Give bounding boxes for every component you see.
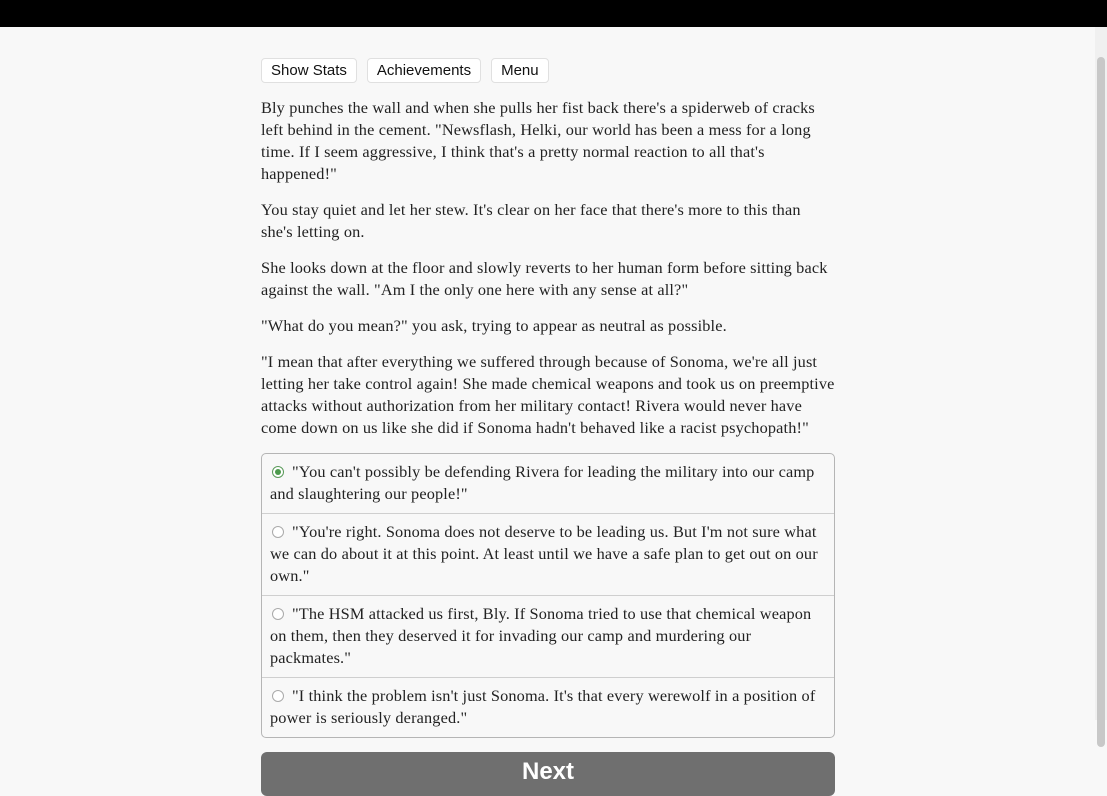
story-paragraph: "I mean that after everything we suffered through because of Sonoma, we're all just letting her take control again! She made chemical weapons and took us on preemptive attacks without authorization from her military contact! Rivera would never have come down on us like she did if Sonoma hadn't behaved like a racist psychopath!" — [261, 352, 835, 437]
game-content — [261, 58, 835, 796]
scrollbar-thumb[interactable] — [1097, 57, 1105, 747]
choice-list — [261, 453, 835, 738]
story-paragraph: She looks down at the floor and slowly reverts to her human form before sitting back against the wall. "Am I the only one here with any sense at all?" — [261, 258, 828, 299]
choice-label: "You can't possibly be defending Rivera for leading the military into our camp and slaughtering our people!" — [270, 462, 815, 503]
choice-option-1[interactable] — [262, 454, 834, 513]
choice-label: "The HSM attacked us first, Bly. If Sonoma tried to use that chemical weapon on them, then they deserved it for invading our camp and murdering our packmates." — [270, 604, 812, 667]
choice-option-4[interactable] — [262, 677, 834, 737]
scrollbar-track[interactable] — [1095, 27, 1107, 720]
story-paragraph: You stay quiet and let her stew. It's clear on her face that there's more to this than she's letting on. — [261, 200, 801, 241]
achievements-button[interactable]: Achievements — [367, 58, 481, 83]
story-paragraph: Bly punches the wall and when she pulls her fist back there's a spiderweb of cracks left behind in the cement. "Newsflash, Helki, our world has been a mess for a long time. If I seem aggressive, I think that's a pretty normal reaction to all that's happened!" — [261, 98, 815, 183]
show-stats-button[interactable]: Show Stats — [261, 58, 357, 83]
radio-button[interactable] — [272, 690, 284, 702]
toolbar — [261, 58, 835, 83]
next-button[interactable]: Next — [261, 752, 835, 796]
radio-button[interactable] — [272, 526, 284, 538]
choice-option-3[interactable] — [262, 595, 834, 677]
choice-option-2[interactable] — [262, 513, 834, 595]
story-text — [261, 97, 835, 439]
choice-label: "I think the problem isn't just Sonoma. It's that every werewolf in a position of power is seriously deranged." — [270, 686, 816, 727]
story-paragraph: "What do you mean?" you ask, trying to appear as neutral as possible. — [261, 316, 727, 335]
radio-button[interactable] — [272, 608, 284, 620]
menu-button[interactable]: Menu — [491, 58, 549, 83]
choice-label: "You're right. Sonoma does not deserve to be leading us. But I'm not sure what we can do about it at this point. At least until we have a safe plan to get out on our own." — [270, 522, 818, 585]
radio-button-selected[interactable] — [272, 466, 284, 478]
top-black-bar — [0, 0, 1107, 27]
